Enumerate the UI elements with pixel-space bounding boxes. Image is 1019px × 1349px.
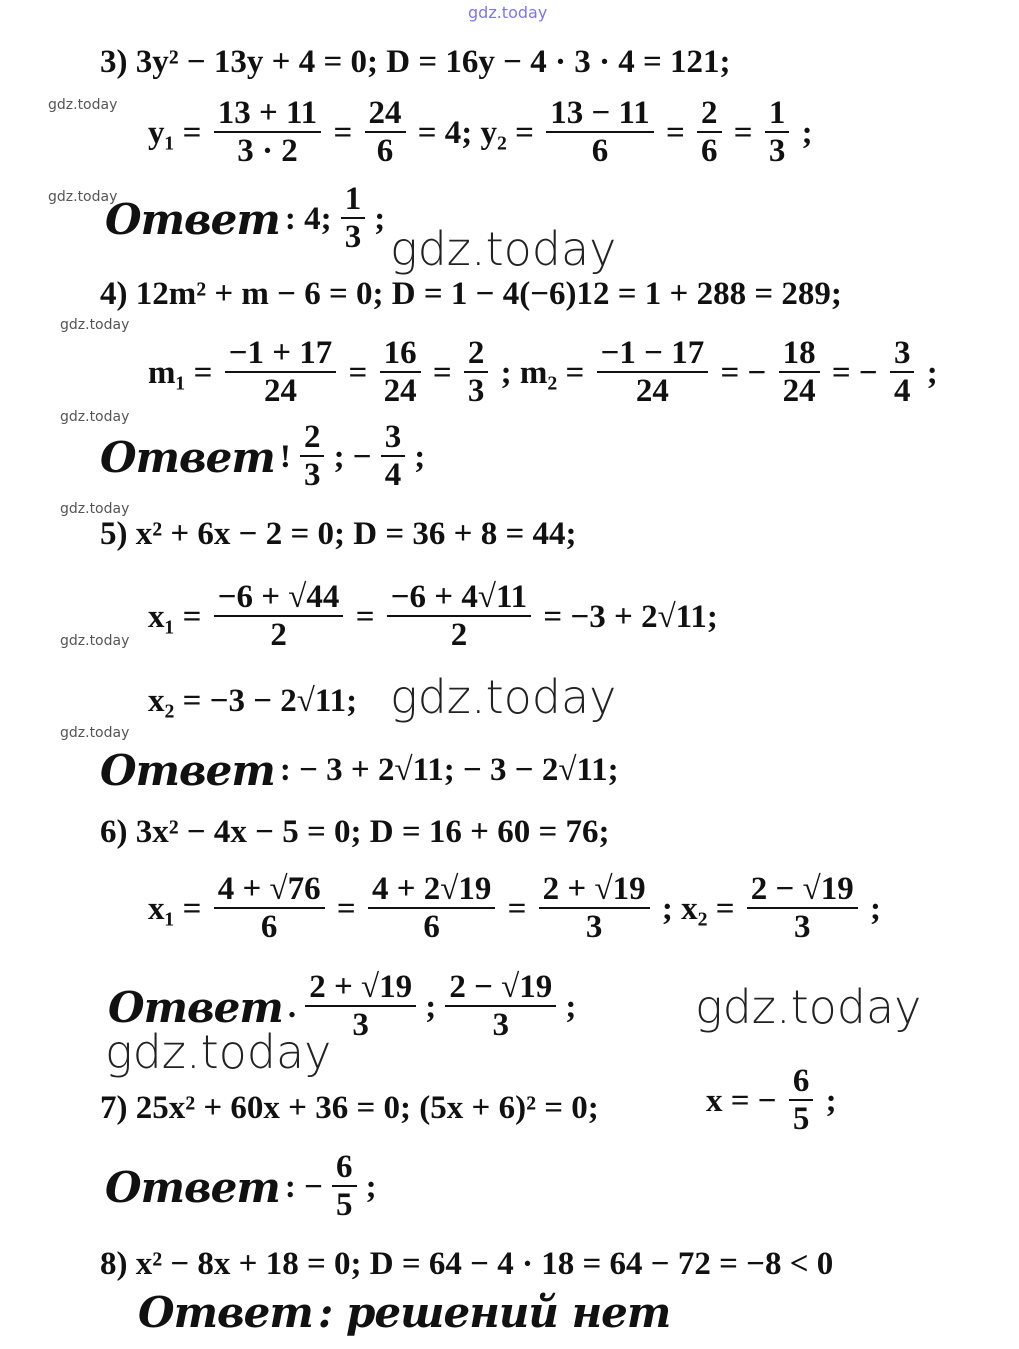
watermark-small: gdz.today xyxy=(60,725,130,741)
answer-label: Ответ xyxy=(100,746,275,795)
problem-6-answer: Ответ . $\frac{2 + √19}{3}$ ; $\frac{2 - √19}{3}$ ; xyxy=(108,969,577,1043)
problem-3-roots: y₁ = $\frac{13 + 11}{3 \cdot 2}$ = $\frac{24}{6}$ = 4; y₂ = $\frac{13 - 11}{6}$ = $\frac{2}{6}$ = $\frac{1}{3}$ ; xyxy=(148,95,813,169)
watermark-small: gdz.today xyxy=(60,409,130,425)
watermark-small: gdz.today xyxy=(60,317,130,333)
problem-4-answer: Ответ ! $\frac{2}{3}$ ; − $\frac{3}{4}$ ; xyxy=(100,419,426,493)
problem-7-equation: 7) 25x² + 60x + 36 = 0; (5x + 6)² = 0; xyxy=(100,1090,599,1126)
answer-label: Ответ xyxy=(105,194,280,244)
watermark-small: gdz.today xyxy=(48,189,118,205)
watermark-big: gdz.today xyxy=(390,670,617,724)
watermark-big: gdz.today xyxy=(695,980,922,1034)
watermark-big: gdz.today xyxy=(390,222,617,276)
problem-5-equation: 5) x² + 6x − 2 = 0; D = 36 + 8 = 44; xyxy=(100,516,577,552)
watermark-small: gdz.today xyxy=(48,97,118,113)
problem-3-answer: Ответ : 4; $\frac{1}{3}$ ; xyxy=(105,181,386,255)
problem-8-answer: Ответ : решений нет xyxy=(138,1288,671,1337)
answer-label: Ответ xyxy=(108,982,283,1032)
watermark-big: gdz.today xyxy=(105,1025,332,1079)
problem-5-root-2: x₂ = −3 − 2√11; xyxy=(148,683,358,719)
problem-6-equation: 6) 3x² − 4x − 5 = 0; D = 16 + 60 = 76; xyxy=(100,814,610,850)
answer-label: Ответ xyxy=(138,1288,313,1337)
watermark-small: gdz.today xyxy=(60,501,130,517)
watermark-small: gdz.today xyxy=(60,633,130,649)
answer-label: Ответ xyxy=(105,1162,280,1212)
problem-6-roots: x₁ = $\frac{4 + √76}{6}$ = $\frac{4 + 2√19}{6}$ = $\frac{2 + √19}{3}$ ; x₂ = $\frac{2 - √19}{3}$ ; xyxy=(148,871,881,945)
problem-4-equation: 4) 12m² + m − 6 = 0; D = 1 − 4(−6)12 = 1 + 288 = 289; xyxy=(100,276,842,312)
watermark-top: gdz.today xyxy=(468,3,548,22)
problem-8-equation: 8) x² − 8x + 18 = 0; D = 64 − 4 · 18 = 64 − 72 = −8 < 0 xyxy=(100,1246,834,1282)
problem-4-roots: m₁ = $\frac{-1 + 17}{24}$ = $\frac{16}{24}$ = $\frac{2}{3}$ ; m₂ = $\frac{-1 - 17}{24}$ = − $\frac{18}{24}$ = − $\frac{3}{4}$ ; xyxy=(148,335,938,409)
problem-5-answer: Ответ : − 3 + 2√11; − 3 − 2√11; xyxy=(100,746,619,795)
problem-7-answer: Ответ : − $\frac{6}{5}$ ; xyxy=(105,1149,377,1223)
problem-5-root-1: x₁ = $\frac{-6 + √44}{2}$ = $\frac{-6 + 4√11}{2}$ = −3 + 2√11; xyxy=(148,579,718,653)
answer-label: Ответ xyxy=(100,432,275,482)
problem-3-equation: 3) 3y² − 13y + 4 = 0; D = 16y − 4 · 3 · 4 = 121; xyxy=(100,44,731,80)
problem-7-root: x = − $\frac{6}{5}$ ; xyxy=(706,1063,837,1137)
